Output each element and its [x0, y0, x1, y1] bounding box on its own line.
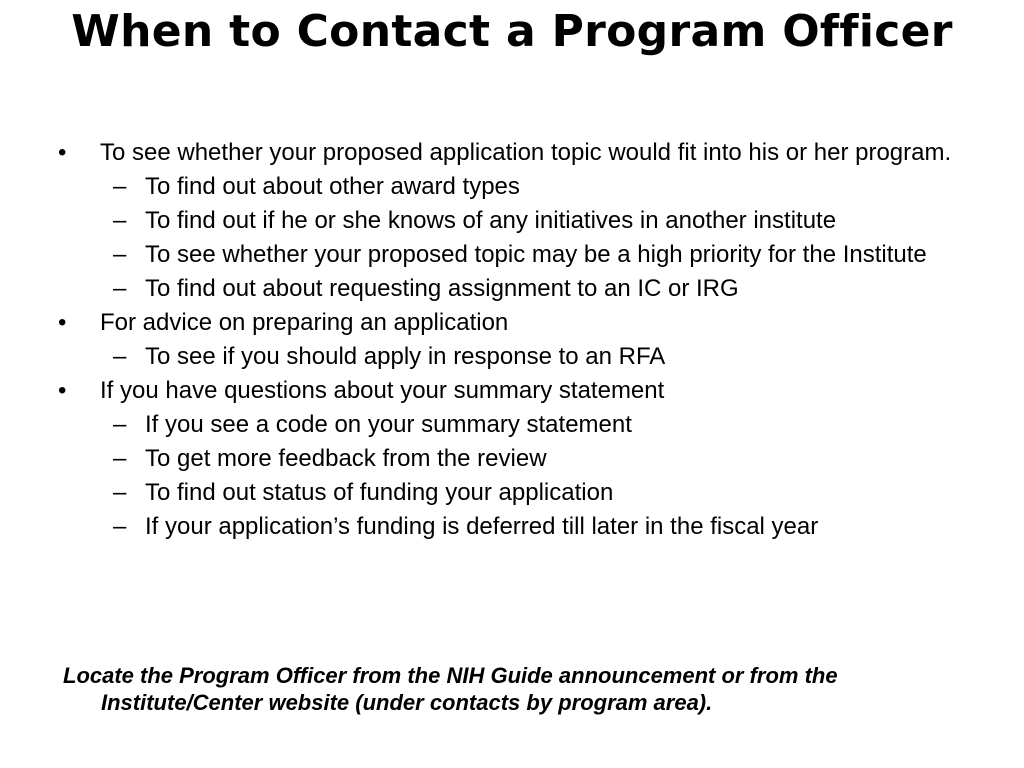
sub-bullet-item [0, 173, 945, 200]
sub-bullet-item [0, 241, 945, 268]
sub-bullet-text: To see if you should apply in response to an RFA [145, 343, 666, 370]
sub-bullet-text: To find out about requesting assignment to an IC or IRG [145, 275, 739, 302]
bullet-item [0, 139, 960, 166]
sub-bullet-marker: – [113, 445, 127, 472]
bullet-item [0, 309, 960, 336]
sub-bullet-marker: – [113, 275, 127, 302]
bullet-text: For advice on preparing an application [100, 309, 509, 336]
sub-bullet-text: To get more feedback from the review [145, 445, 547, 472]
sub-bullet-text: If you see a code on your summary statement [145, 411, 632, 438]
sub-bullet-text: To see whether your proposed topic may be a high priority for the Institute [145, 241, 927, 268]
bullet-text: To see whether your proposed application topic would fit into his or her program. [100, 139, 952, 166]
sub-bullet-item [0, 207, 945, 234]
sub-bullet-marker: – [113, 479, 127, 506]
sub-bullet-marker: – [113, 513, 127, 540]
sub-bullet-marker: – [113, 343, 127, 370]
sub-bullet-item [0, 275, 945, 302]
sub-bullet-marker: – [113, 173, 127, 200]
sub-bullet-text: To find out if he or she knows of any initiatives in another institute [145, 207, 837, 234]
bullet-marker: • [58, 377, 67, 404]
sub-bullet-marker: – [113, 207, 127, 234]
bullet-marker: • [58, 309, 67, 336]
sub-bullet-item [0, 343, 945, 370]
footer-note: Locate the Program Officer from the NIH Guide announcement or from the Institute/Center website (under contacts by program area). [63, 663, 838, 715]
bullet-item [0, 377, 960, 404]
sub-bullet-item [0, 479, 945, 506]
sub-bullet-marker: – [113, 411, 127, 438]
sub-bullet-text: To find out about other award types [145, 173, 520, 200]
sub-bullet-item [0, 513, 945, 540]
sub-bullet-marker: – [113, 241, 127, 268]
slide-title: When to Contact a Program Officer [71, 6, 953, 57]
bullet-text: If you have questions about your summary statement [100, 377, 665, 404]
sub-bullet-item [0, 445, 945, 472]
sub-bullet-text: To find out status of funding your application [145, 479, 614, 506]
sub-bullet-item [0, 411, 945, 438]
bullet-list [0, 139, 1024, 547]
bullet-marker: • [58, 139, 67, 166]
sub-bullet-text: If your application’s funding is deferred till later in the fiscal year [145, 513, 819, 540]
